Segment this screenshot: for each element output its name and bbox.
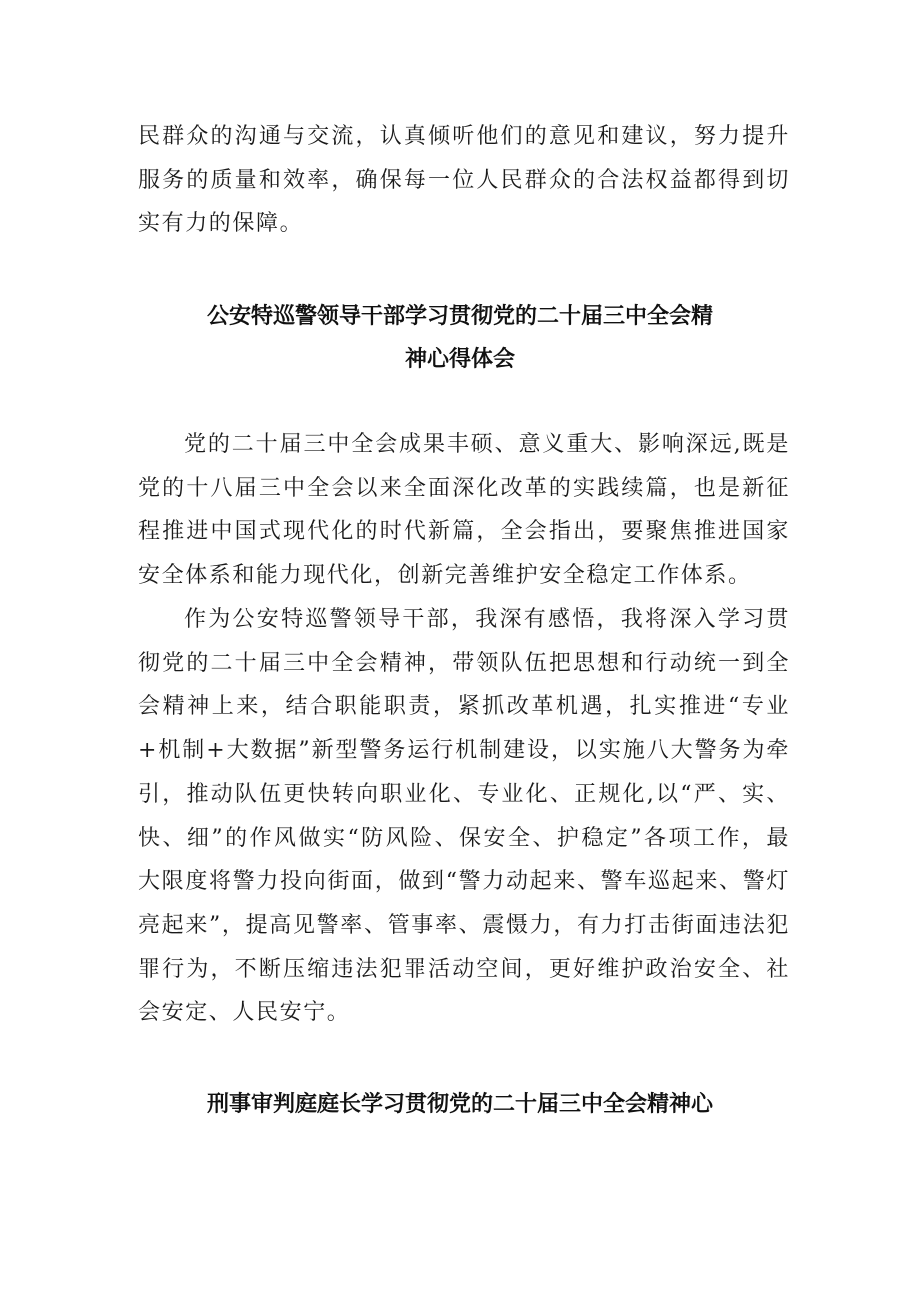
section1-title-line1: 公安特巡警领导干部学习贯彻党的二十届三中全会精 xyxy=(206,304,713,329)
section1-paragraph1: 党的二十届三中全会成果丰硕、意义重大、影响深远,既是党的十八届三中全会以来全面深化改革的实践续篇，也是新征程推进中国式现代化的时代新篇，全会指出，要聚焦推进国家安全体系和能力现代化，创新完善维护安全稳定工作体系。 xyxy=(138,432,790,589)
section2-title xyxy=(0,1083,920,1126)
section1-paragraph2: 作为公安特巡警领导干部，我深有感悟，我将深入学习贯彻党的二十届三中全会精神，带领队伍把思想和行动统一到全会精神上来，结合职能职责，紧抓改革机遇，扎实推进“专业+机制+大数据”新型警务运行机制建设，以实施八大警务为牵引，推动队伍更快转向职业化、专业化、正规化,以“严、实、快、细”的作风做实“防风险、保安全、护稳定”各项工作，最大限度将警力投向街面，做到“警力动起来、警车巡起来、警灯亮起来”，提高见警率、管事率、震慑力，有力打击街面违法犯罪行为，不断压缩违法犯罪活动空间，更好维护政治安全、社会安定、人民安宁。 xyxy=(138,607,790,1026)
section2-title-line1: 刑事审判庭庭长学习贯彻党的二十届三中全会精神心 xyxy=(206,1092,713,1117)
section1-title xyxy=(0,295,920,381)
section1-title-line2: 神心得体会 xyxy=(404,347,515,372)
intro-paragraph: 民群众的沟通与交流，认真倾听他们的意见和建议，努力提升服务的质量和效率，确保每一位人民群众的合法权益都得到切实有力的保障。 xyxy=(138,124,790,237)
